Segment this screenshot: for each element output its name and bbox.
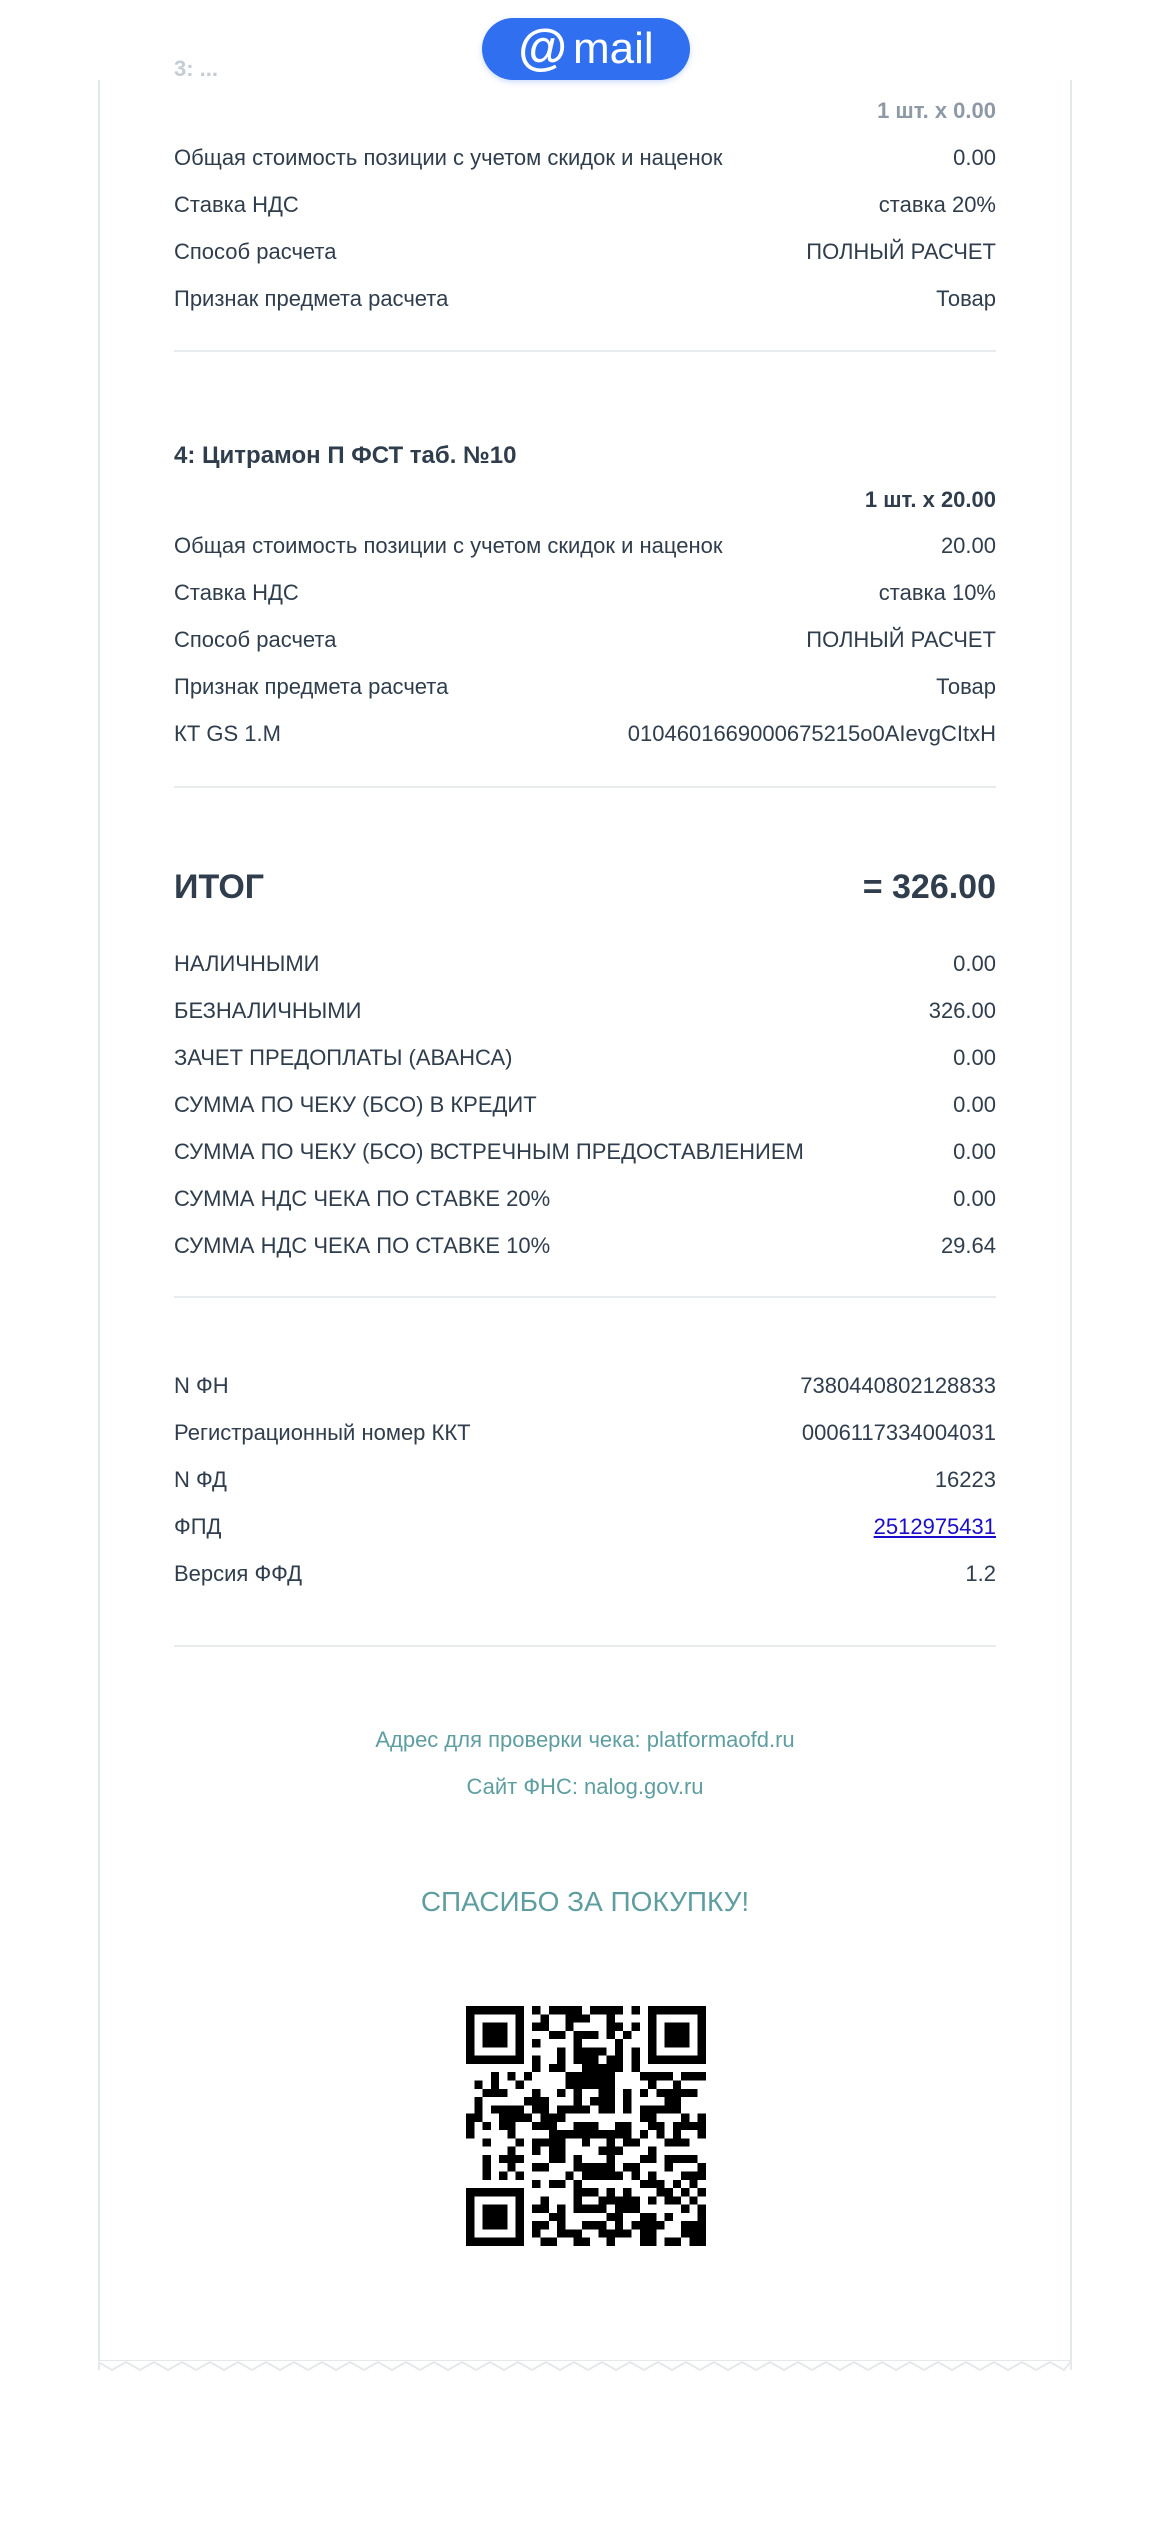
row-label: СУММА ПО ЧЕКУ (БСО) В КРЕДИТ [174, 1092, 537, 1117]
totals-row-prepayment [174, 1038, 996, 1078]
divider [174, 786, 996, 788]
row-label: Ставка НДС [174, 580, 299, 605]
check-address: Адрес для проверки чека: platformaofd.ru [375, 1727, 795, 1752]
totals-row-cashless [174, 991, 996, 1031]
totals-row-vat10 [174, 1226, 996, 1266]
row-label: ЗАЧЕТ ПРЕДОПЛАТЫ (АВАНСА) [174, 1045, 513, 1070]
row-label: Ставка НДС [174, 192, 299, 217]
fiscal-row-fn [174, 1366, 996, 1406]
row-label: СУММА НДС ЧЕКА ПО СТАВКЕ 10% [174, 1233, 551, 1258]
totals-row-vat20 [174, 1179, 996, 1219]
row-value: 0.00 [953, 1092, 996, 1117]
row-label: Признак предмета расчета [174, 674, 449, 699]
row-label: Способ расчета [174, 239, 337, 264]
item3-row-vat [174, 185, 996, 225]
row-value: 0006117334004031 [801, 1420, 996, 1445]
item3-title: 3: ... [174, 56, 219, 81]
row-label: Регистрационный номер ККТ [174, 1420, 471, 1445]
item3-row-total [174, 138, 996, 178]
row-value: 0.00 [953, 1139, 996, 1164]
item3-row-method [174, 232, 996, 272]
row-label: НАЛИЧНЫМИ [174, 951, 320, 976]
row-value: 29.64 [940, 1233, 996, 1258]
row-label: Способ расчета [174, 627, 337, 652]
row-value: 16223 [934, 1467, 996, 1492]
row-label: Общая стоимость позиции с учетом скидок и наценок [174, 533, 723, 558]
row-label: N ФН [174, 1373, 229, 1398]
total-value: = 326.00 [862, 867, 996, 906]
totals-row-cash [174, 944, 996, 984]
row-value: 0.00 [953, 145, 996, 170]
total-label: ИТОГ [174, 867, 265, 906]
row-value: 7380440802128833 [800, 1373, 996, 1398]
row-value: Товар [936, 286, 996, 311]
row-value: 0.00 [953, 1045, 996, 1070]
receipt-torn-edge [98, 2360, 1072, 2382]
row-label: Версия ФФД [174, 1561, 303, 1586]
item4-row-method [174, 620, 996, 660]
row-value: 0.00 [953, 951, 996, 976]
row-label: ФПД [174, 1514, 222, 1539]
item4-qty: 1 шт. x 20.00 [864, 487, 996, 512]
totals-row-credit [174, 1085, 996, 1125]
fpd-link[interactable]: 2512975431 [873, 1514, 996, 1539]
totals-row-counter [174, 1132, 996, 1172]
item4-title: 4: Цитрамон П ФСТ таб. №10 [174, 442, 517, 469]
divider [174, 1645, 996, 1647]
fns-site: Сайт ФНС: nalog.gov.ru [466, 1774, 704, 1799]
row-label: N ФД [174, 1467, 227, 1492]
mail-logo-text: mail [573, 24, 654, 73]
row-label: Признак предмета расчета [174, 286, 449, 311]
row-label: СУММА ПО ЧЕКУ (БСО) ВСТРЕЧНЫМ ПРЕДОСТАВЛЕНИЕМ [174, 1139, 804, 1164]
item4-row-vat [174, 573, 996, 613]
item4-row-marking [174, 714, 996, 754]
row-value: 0.00 [953, 1186, 996, 1211]
qr-code-icon [466, 2006, 706, 2246]
fiscal-row-ffd [174, 1554, 996, 1594]
row-value: 1.2 [965, 1561, 996, 1586]
row-label: Общая стоимость позиции с учетом скидок и наценок [174, 145, 723, 170]
row-value: 326.00 [928, 998, 996, 1023]
divider [174, 1296, 996, 1298]
row-value: ПОЛНЫЙ РАСЧЕТ [806, 239, 996, 264]
row-label: СУММА НДС ЧЕКА ПО СТАВКЕ 20% [174, 1186, 551, 1211]
thanks-message: СПАСИБО ЗА ПОКУПКУ! [420, 1886, 750, 1917]
row-label: КТ GS 1.M [174, 721, 281, 746]
fiscal-row-fd [174, 1460, 996, 1500]
row-value: ставка 20% [878, 192, 996, 217]
fiscal-row-kkt [174, 1413, 996, 1453]
grand-total [174, 862, 996, 912]
item3-row-subject [174, 279, 996, 319]
row-value: 0104601669000675215o0AIevgCItxH [627, 721, 996, 746]
item4-row-subject [174, 667, 996, 707]
fiscal-row-fpd [174, 1507, 996, 1547]
row-value: 20.00 [940, 533, 996, 558]
row-value: Товар [936, 674, 996, 699]
item3-qty: 1 шт. x 0.00 [877, 98, 996, 123]
divider [174, 350, 996, 352]
at-icon: @ [518, 19, 568, 75]
row-value: ставка 10% [878, 580, 996, 605]
row-label: БЕЗНАЛИЧНЫМИ [174, 998, 362, 1023]
mail-logo-badge[interactable] [482, 18, 690, 80]
item4-row-total [174, 526, 996, 566]
row-value: ПОЛНЫЙ РАСЧЕТ [806, 627, 996, 652]
